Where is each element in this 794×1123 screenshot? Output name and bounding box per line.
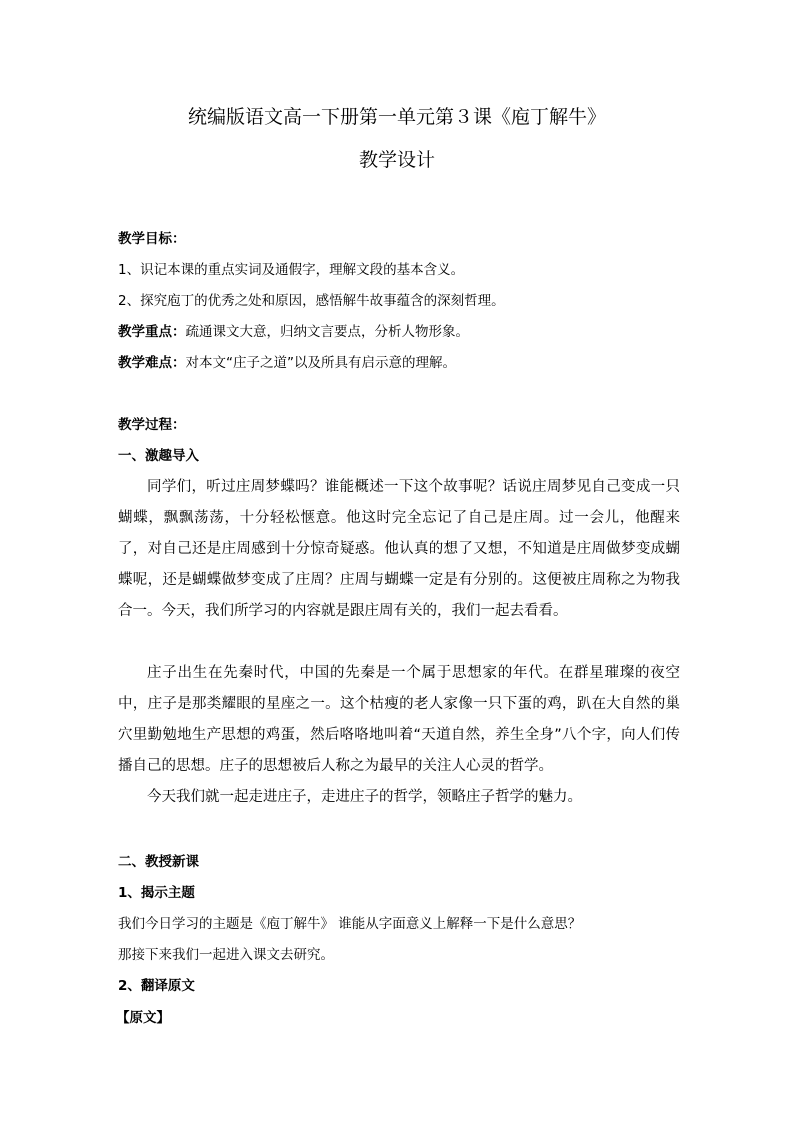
process-heading: 教学过程： [118, 417, 186, 433]
section1-paragraph-2: 庄子出生在先秦时代，中国的先秦是一个属于思想家的年代。在群星璀璨的夜空中，庄子是那类耀眼的星座之一。这个枯瘦的老人家像一只下蛋的鸡，趴在大自然的巢穴里勤勉地生产思想的鸡蛋，然后咯咯地叫着“天道自然，养生全身”八个字，向人们传播自己的思想。庄子的思想被后人称之为最早的关注人心灵的哲学。 [118, 665, 680, 774]
sub1-text-2: 那接下来我们一起进入课文去研究。 [118, 947, 334, 963]
sub2-heading: 2、翻译原文 [118, 978, 195, 994]
focus-text: 疏通课文大意，归纳文言要点，分析人物形象。 [185, 324, 469, 340]
document-subtitle: 教学设计 [358, 149, 435, 171]
focus-label: 教学重点： [118, 324, 186, 340]
section1-paragraph-1: 同学们，听过庄周梦蝶吗？谁能概述一下这个故事呢？话说庄周梦见自己变成一只蝴蝶，飘飘荡荡，十分轻松惬意。他这时完全忘记了自己是庄周。过一会儿，他醒来了，对自己还是庄周感到十分惊奇疑惑。他认真的想了又想，不知道是庄周做梦变成蝴蝶呢，还是蝴蝶做梦变成了庄周？庄周与蝴蝶一定是有分别的。这便被庄周称之为物我合一。今天，我们所学习的内容就是跟庄周有关的，我们一起去看看。 [118, 479, 680, 619]
difficulty-label: 教学难点： [118, 355, 186, 371]
goal-item-2: 2、探究庖丁的优秀之处和原因，感悟解牛故事蕴含的深刻哲理。 [118, 293, 505, 309]
section1-paragraph-3: 今天我们就一起走进庄子，走进庄子的哲学，领略庄子哲学的魅力。 [147, 789, 582, 805]
difficulty-line [118, 353, 678, 373]
document-title: 统编版语文高一下册第一单元第３课《庖丁解牛》 [187, 106, 606, 128]
difficulty-text: 对本文“庄子之道”以及所具有启示意的理解。 [185, 355, 456, 371]
section1-heading: 一、激趣导入 [118, 448, 199, 464]
section2-heading: 二、教授新课 [118, 854, 199, 870]
sub1-text-1: 我们今日学习的主题是《庖丁解牛》 谁能从字面意义上解释一下是什么意思？ [118, 916, 582, 932]
goals-heading: 教学目标： [118, 231, 186, 247]
sub1-heading: 1、揭示主题 [118, 885, 195, 901]
focus-line [118, 322, 678, 342]
original-text-label: 【原文】 [116, 1010, 170, 1026]
goal-item-1: 1、识记本课的重点实词及通假字，理解文段的基本含义。 [118, 262, 465, 278]
